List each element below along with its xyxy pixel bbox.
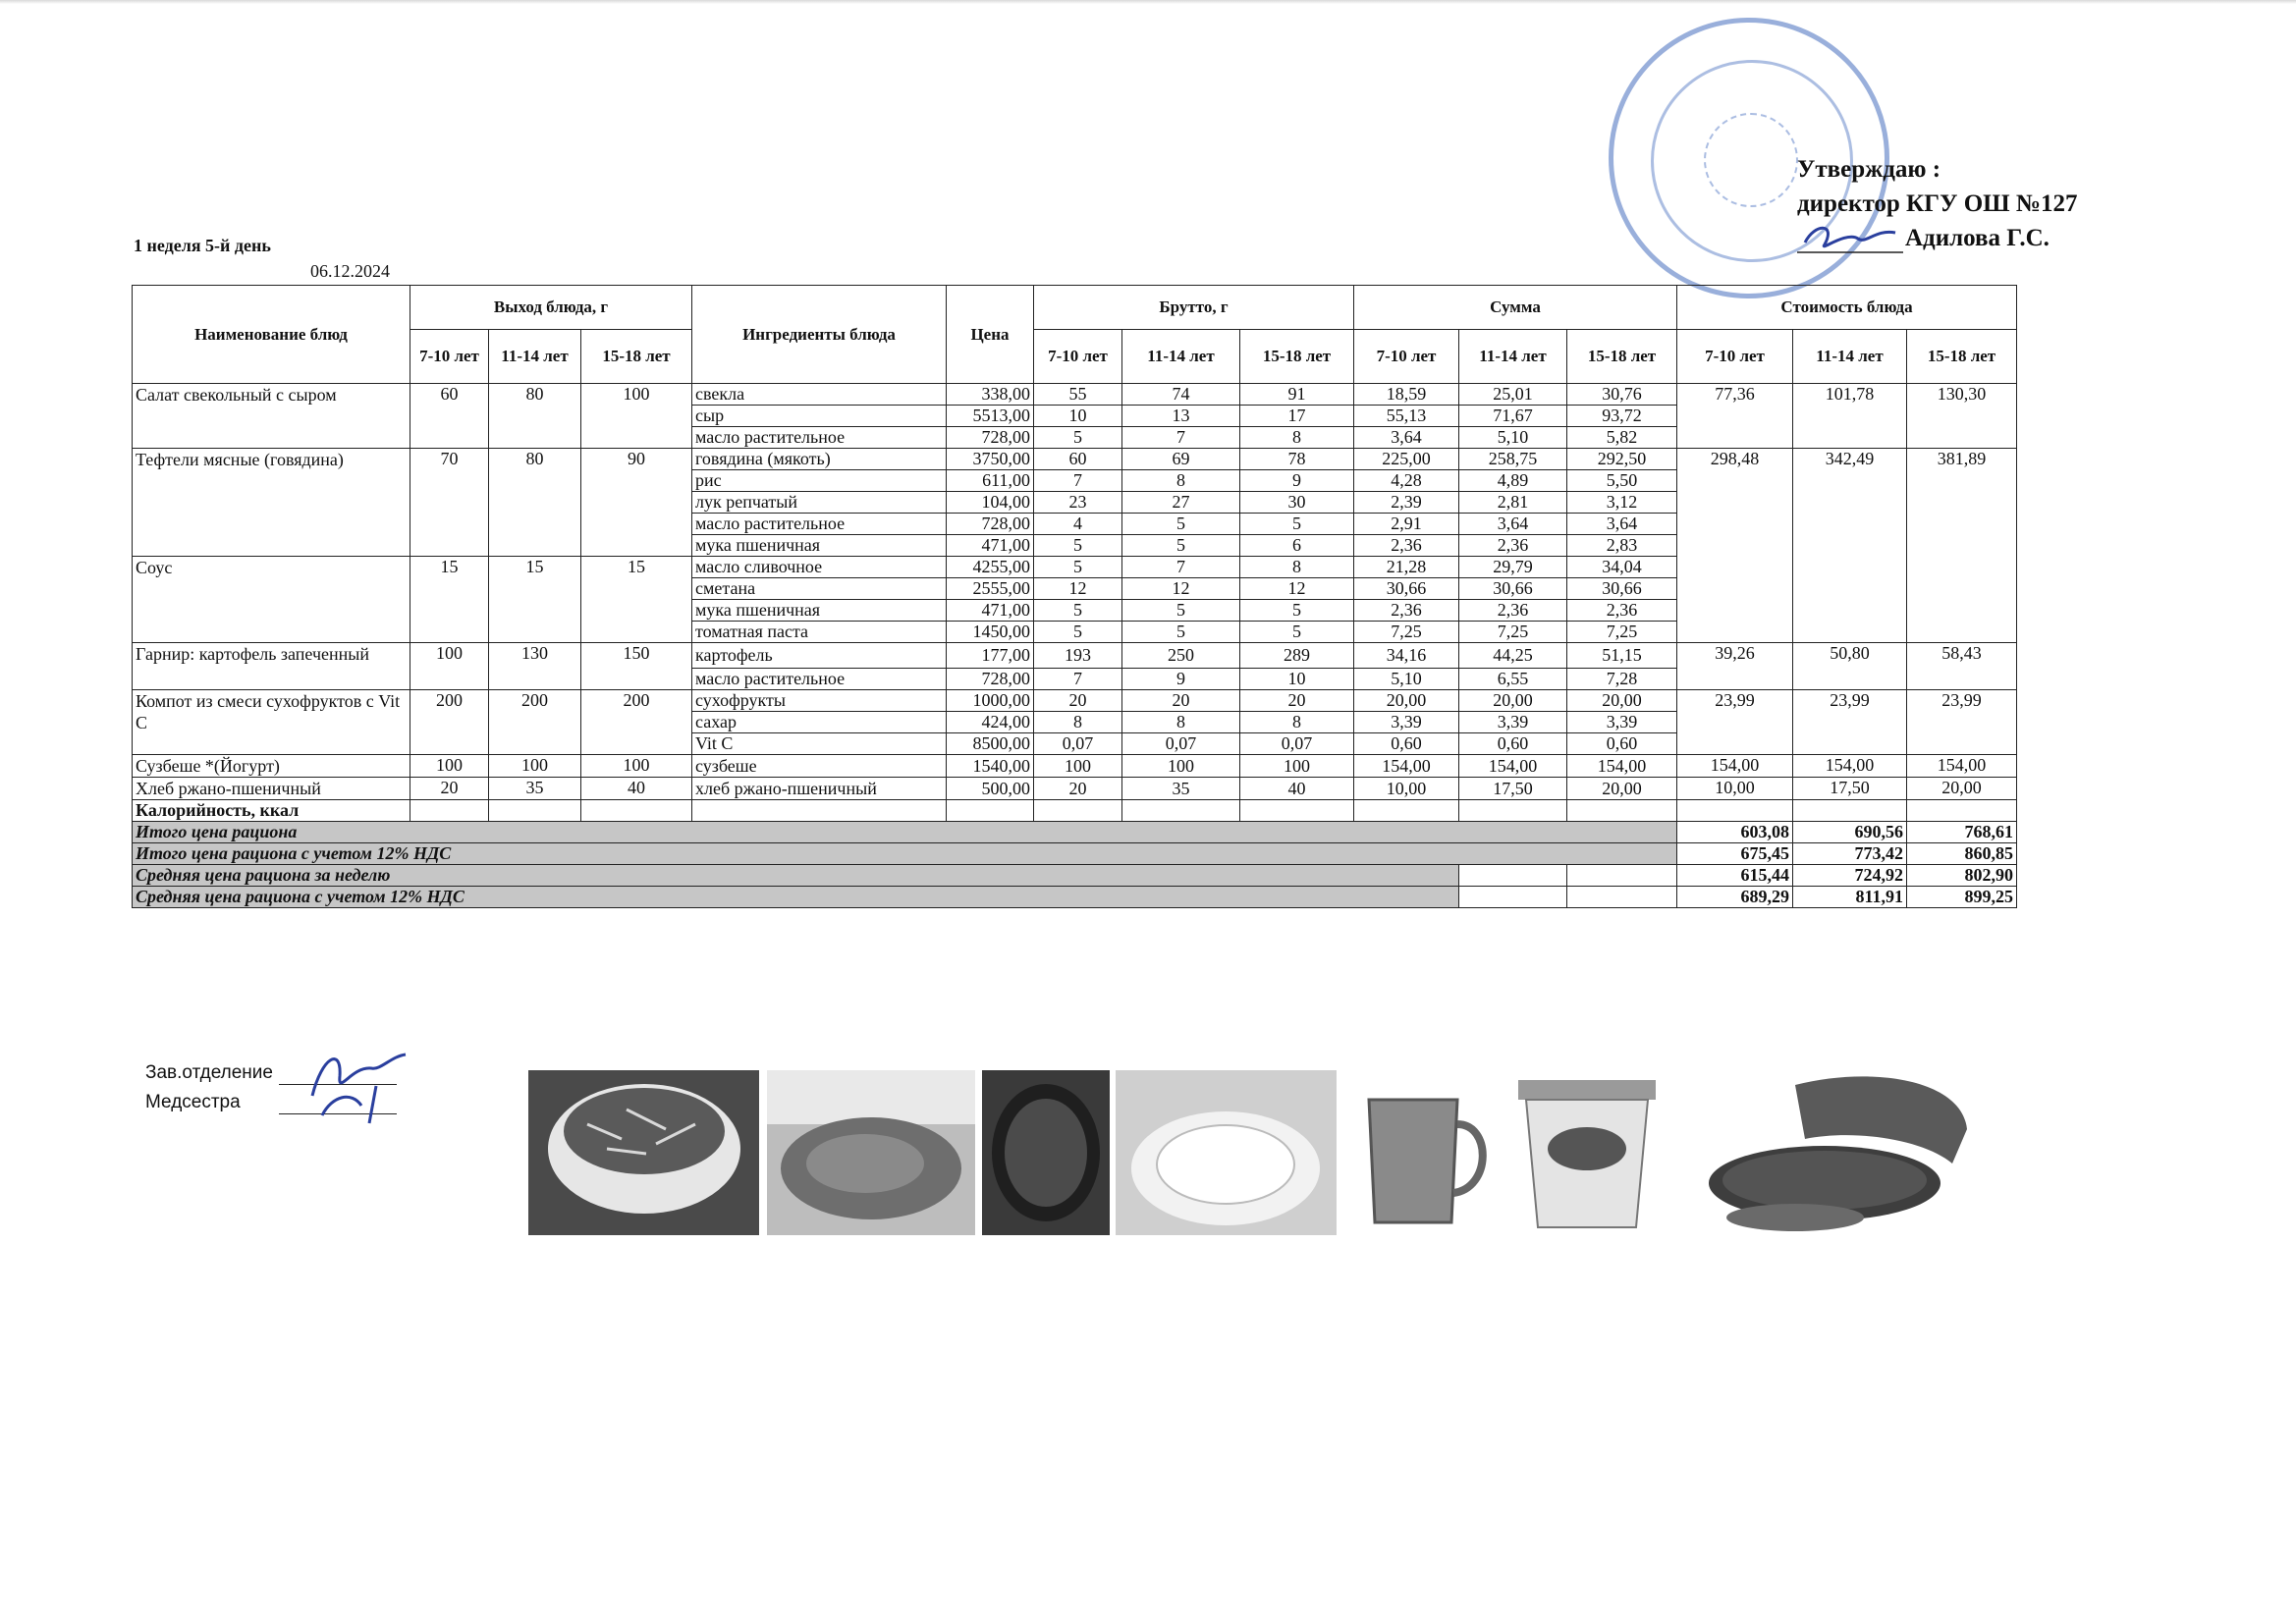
ingredient-sum: 3,12 [1567, 492, 1677, 514]
dish-cost: 154,00 [1793, 755, 1907, 778]
ingredient-price: 471,00 [947, 535, 1034, 557]
ingredient-price: 611,00 [947, 470, 1034, 492]
ingredient-name: лук репчатый [692, 492, 947, 514]
ingredient-sum: 154,00 [1459, 755, 1567, 778]
empty-cell [1459, 865, 1567, 887]
ingredient-name: масло растительное [692, 427, 947, 449]
ingredient-price: 104,00 [947, 492, 1034, 514]
dish-cost: 342,49 [1793, 449, 1907, 643]
dish-output: 100 [489, 755, 581, 778]
ingredient-brutto: 23 [1034, 492, 1122, 514]
dish-cost: 17,50 [1793, 778, 1907, 800]
ingredient-brutto: 27 [1122, 492, 1240, 514]
ingredient-brutto: 5 [1122, 535, 1240, 557]
ingredient-brutto: 193 [1034, 643, 1122, 669]
ingredient-sum: 17,50 [1459, 778, 1567, 800]
ingredient-brutto: 7 [1034, 470, 1122, 492]
total-label: Средняя цена рациона с учетом 12% НДС [133, 887, 1459, 908]
ingredient-sum: 20,00 [1459, 690, 1567, 712]
ingredient-price: 1540,00 [947, 755, 1034, 778]
age-header: 11-14 лет [489, 330, 581, 384]
ingredient-sum: 25,01 [1459, 384, 1567, 406]
dish-output: 15 [489, 557, 581, 643]
ingredient-brutto: 5 [1034, 622, 1122, 643]
empty-cell [1354, 800, 1459, 822]
col-sum: Сумма [1354, 286, 1677, 330]
ingredient-brutto: 5 [1240, 622, 1354, 643]
ingredient-sum: 20,00 [1354, 690, 1459, 712]
ingredient-brutto: 20 [1240, 690, 1354, 712]
dish-output: 200 [410, 690, 489, 755]
dish-output: 60 [410, 384, 489, 449]
ingredient-name: сметана [692, 578, 947, 600]
ingredient-price: 2555,00 [947, 578, 1034, 600]
ingredient-sum: 93,72 [1567, 406, 1677, 427]
ingredient-brutto: 0,07 [1122, 733, 1240, 755]
col-price: Цена [947, 286, 1034, 384]
total-value: 724,92 [1793, 865, 1907, 887]
ingredient-brutto: 35 [1122, 778, 1240, 800]
director-signature [1797, 221, 1905, 254]
ingredient-brutto: 69 [1122, 449, 1240, 470]
ingredient-sum: 3,39 [1354, 712, 1459, 733]
ingredient-sum: 3,64 [1567, 514, 1677, 535]
age-header: 11-14 лет [1459, 330, 1567, 384]
total-value: 899,25 [1907, 887, 2017, 908]
ingredient-brutto: 0,07 [1240, 733, 1354, 755]
ingredient-sum: 30,66 [1567, 578, 1677, 600]
empty-cell [692, 800, 947, 822]
age-header: 15-18 лет [1907, 330, 2017, 384]
ingredient-brutto: 10 [1034, 406, 1122, 427]
dish-output: 20 [410, 778, 489, 800]
empty-cell [1459, 800, 1567, 822]
dish-name: Сузбеше *(Йогурт) [133, 755, 410, 778]
ingredient-sum: 258,75 [1459, 449, 1567, 470]
ingredient-price: 5513,00 [947, 406, 1034, 427]
ingredient-sum: 5,82 [1567, 427, 1677, 449]
ingredient-brutto: 8 [1240, 427, 1354, 449]
ingredient-sum: 7,28 [1567, 669, 1677, 690]
dish-cost: 20,00 [1907, 778, 2017, 800]
total-value: 675,45 [1677, 843, 1793, 865]
ingredient-sum: 10,00 [1354, 778, 1459, 800]
total-row [133, 865, 2017, 887]
dish-name: Гарнир: картофель запеченный [133, 643, 410, 690]
empty-cell [1677, 800, 1793, 822]
ingredient-sum: 21,28 [1354, 557, 1459, 578]
dish-cost: 58,43 [1907, 643, 2017, 690]
total-value: 603,08 [1677, 822, 1793, 843]
empty-cell [1122, 800, 1240, 822]
ingredient-brutto: 5 [1122, 514, 1240, 535]
dish-cost: 298,48 [1677, 449, 1793, 643]
ingredient-sum: 30,66 [1354, 578, 1459, 600]
ingredient-brutto: 7 [1122, 557, 1240, 578]
dish-output: 200 [581, 690, 692, 755]
table-row [133, 690, 2017, 712]
dish-output: 100 [410, 755, 489, 778]
ingredient-name: сахар [692, 712, 947, 733]
ingredient-sum: 7,25 [1459, 622, 1567, 643]
nurse-label: Медсестра [145, 1092, 241, 1112]
ingredient-sum: 2,36 [1459, 600, 1567, 622]
ingredient-brutto: 100 [1240, 755, 1354, 778]
footer-signatures [145, 1058, 273, 1117]
empty-cell [1240, 800, 1354, 822]
age-header: 7-10 лет [1677, 330, 1793, 384]
ingredient-name: масло сливочное [692, 557, 947, 578]
rye-bread-photo [1677, 1070, 1972, 1235]
col-ingredients: Ингредиенты блюда [692, 286, 947, 384]
ingredient-brutto: 250 [1122, 643, 1240, 669]
scan-edge [0, 0, 2296, 4]
ingredient-brutto: 60 [1034, 449, 1122, 470]
ingredient-brutto: 20 [1034, 778, 1122, 800]
total-value: 773,42 [1793, 843, 1907, 865]
ingredient-name: хлеб ржано-пшеничный [692, 778, 947, 800]
approval-line-3: Адилова Г.С. [1905, 225, 2050, 251]
dish-cost: 50,80 [1793, 643, 1907, 690]
ingredient-name: сухофрукты [692, 690, 947, 712]
ingredient-price: 1000,00 [947, 690, 1034, 712]
ingredient-sum: 20,00 [1567, 778, 1677, 800]
ingredient-brutto: 74 [1122, 384, 1240, 406]
age-header: 7-10 лет [410, 330, 489, 384]
meatballs-photo [767, 1070, 975, 1235]
total-value: 689,29 [1677, 887, 1793, 908]
empty-cell [1567, 800, 1677, 822]
total-label: Средняя цена рациона за неделю [133, 865, 1459, 887]
total-value: 768,61 [1907, 822, 2017, 843]
ingredient-brutto: 7 [1122, 427, 1240, 449]
ingredient-brutto: 6 [1240, 535, 1354, 557]
dish-output: 40 [581, 778, 692, 800]
dish-output: 100 [410, 643, 489, 690]
ingredient-brutto: 5 [1122, 622, 1240, 643]
col-cost: Стоимость блюда [1677, 286, 2017, 330]
table-row [133, 449, 2017, 470]
ingredient-brutto: 7 [1034, 669, 1122, 690]
dish-cost: 77,36 [1677, 384, 1793, 449]
calories-row [133, 800, 2017, 822]
dish-cost: 154,00 [1907, 755, 2017, 778]
dish-name: Соус [133, 557, 410, 643]
ingredient-brutto: 289 [1240, 643, 1354, 669]
week-day-label: 1 неделя 5-й день [134, 236, 271, 255]
ingredient-sum: 55,13 [1354, 406, 1459, 427]
dish-name: Салат свекольный с сыром [133, 384, 410, 449]
ingredient-sum: 5,10 [1459, 427, 1567, 449]
ingredient-sum: 6,55 [1459, 669, 1567, 690]
ingredient-brutto: 55 [1034, 384, 1122, 406]
ingredient-sum: 2,91 [1354, 514, 1459, 535]
approval-block [1797, 152, 2077, 255]
ingredient-brutto: 5 [1034, 557, 1122, 578]
dish-output: 80 [489, 384, 581, 449]
dish-cost: 23,99 [1793, 690, 1907, 755]
age-header: 7-10 лет [1354, 330, 1459, 384]
age-header: 7-10 лет [1034, 330, 1122, 384]
table-row [133, 384, 2017, 406]
ingredient-brutto: 5 [1122, 600, 1240, 622]
ingredient-name: говядина (мякоть) [692, 449, 947, 470]
ingredient-name: мука пшеничная [692, 600, 947, 622]
ingredient-name: свекла [692, 384, 947, 406]
ingredient-sum: 3,39 [1567, 712, 1677, 733]
ingredient-price: 500,00 [947, 778, 1034, 800]
ingredient-price: 4255,00 [947, 557, 1034, 578]
total-value: 615,44 [1677, 865, 1793, 887]
ingredient-price: 1450,00 [947, 622, 1034, 643]
dish-cost: 101,78 [1793, 384, 1907, 449]
head-dept-label: Зав.отделение [145, 1062, 273, 1083]
table-row [133, 755, 2017, 778]
total-value: 802,90 [1907, 865, 2017, 887]
dish-name: Компот из смеси сухофруктов с Vit C [133, 690, 410, 755]
empty-cell [1793, 800, 1907, 822]
ingredient-sum: 2,36 [1459, 535, 1567, 557]
empty-cell [410, 800, 489, 822]
ingredient-sum: 7,25 [1567, 622, 1677, 643]
dish-output: 80 [489, 449, 581, 557]
empty-cell [1034, 800, 1122, 822]
ingredient-sum: 2,36 [1567, 600, 1677, 622]
dish-cost: 23,99 [1677, 690, 1793, 755]
empty-cell [1459, 887, 1567, 908]
ingredient-brutto: 78 [1240, 449, 1354, 470]
total-value: 811,91 [1793, 887, 1907, 908]
empty-cell [1567, 865, 1677, 887]
dish-cost: 381,89 [1907, 449, 2017, 643]
ingredient-name: сузбеше [692, 755, 947, 778]
ingredient-sum: 51,15 [1567, 643, 1677, 669]
ingredient-brutto: 8 [1122, 470, 1240, 492]
calories-label: Калорийность, ккал [133, 800, 410, 822]
ingredient-brutto: 8 [1034, 712, 1122, 733]
col-dish-name: Наименование блюд [133, 286, 410, 384]
ingredient-brutto: 40 [1240, 778, 1354, 800]
ingredient-brutto: 91 [1240, 384, 1354, 406]
ingredient-name: рис [692, 470, 947, 492]
total-row [133, 887, 2017, 908]
date-label: 06.12.2024 [310, 261, 390, 281]
ingredient-price: 424,00 [947, 712, 1034, 733]
ingredient-sum: 34,16 [1354, 643, 1459, 669]
total-row [133, 843, 2017, 865]
empty-cell [1567, 887, 1677, 908]
ingredient-sum: 0,60 [1354, 733, 1459, 755]
ingredient-price: 728,00 [947, 514, 1034, 535]
ingredient-brutto: 5 [1240, 600, 1354, 622]
ingredient-price: 728,00 [947, 427, 1034, 449]
menu-body [133, 384, 2017, 908]
ingredient-sum: 154,00 [1567, 755, 1677, 778]
ingredient-sum: 0,60 [1459, 733, 1567, 755]
ingredient-brutto: 10 [1240, 669, 1354, 690]
ingredient-brutto: 13 [1122, 406, 1240, 427]
ingredient-sum: 34,04 [1567, 557, 1677, 578]
age-header: 15-18 лет [581, 330, 692, 384]
total-value: 860,85 [1907, 843, 2017, 865]
ingredient-sum: 0,60 [1567, 733, 1677, 755]
total-label: Итого цена рациона [133, 822, 1677, 843]
ingredient-price: 338,00 [947, 384, 1034, 406]
ingredient-brutto: 0,07 [1034, 733, 1122, 755]
ingredient-sum: 292,50 [1567, 449, 1677, 470]
ingredient-name: томатная паста [692, 622, 947, 643]
ingredient-brutto: 5 [1034, 535, 1122, 557]
ingredient-brutto: 17 [1240, 406, 1354, 427]
ingredient-sum: 18,59 [1354, 384, 1459, 406]
ingredient-price: 8500,00 [947, 733, 1034, 755]
col-output: Выход блюда, г [410, 286, 692, 330]
dish-output: 35 [489, 778, 581, 800]
dish-output: 130 [489, 643, 581, 690]
ingredient-brutto: 12 [1034, 578, 1122, 600]
ingredient-brutto: 12 [1240, 578, 1354, 600]
table-row [133, 643, 2017, 669]
yogurt-cup-photo [1508, 1070, 1666, 1235]
empty-cell [1907, 800, 2017, 822]
dish-output: 90 [581, 449, 692, 557]
ingredient-sum: 3,64 [1459, 514, 1567, 535]
empty-cell [947, 800, 1034, 822]
sauce-photo [982, 1070, 1110, 1235]
ingredient-name: картофель [692, 643, 947, 669]
ingredient-sum: 4,28 [1354, 470, 1459, 492]
head-dept-signature [283, 1047, 410, 1125]
col-brutto: Брутто, г [1034, 286, 1354, 330]
ingredient-brutto: 30 [1240, 492, 1354, 514]
dish-output: 15 [410, 557, 489, 643]
ingredient-price: 177,00 [947, 643, 1034, 669]
ingredient-name: мука пшеничная [692, 535, 947, 557]
dish-output: 15 [581, 557, 692, 643]
ingredient-brutto: 9 [1122, 669, 1240, 690]
ingredient-price: 471,00 [947, 600, 1034, 622]
ingredient-brutto: 4 [1034, 514, 1122, 535]
age-header: 15-18 лет [1567, 330, 1677, 384]
food-photos [528, 1070, 1974, 1235]
dish-output: 100 [581, 755, 692, 778]
age-header: 11-14 лет [1122, 330, 1240, 384]
ingredient-sum: 4,89 [1459, 470, 1567, 492]
dish-output: 200 [489, 690, 581, 755]
baked-potato-photo [1116, 1070, 1337, 1235]
ingredient-name: Vit C [692, 733, 947, 755]
dish-name: Тефтели мясные (говядина) [133, 449, 410, 557]
dish-cost: 39,26 [1677, 643, 1793, 690]
total-row [133, 822, 2017, 843]
ingredient-brutto: 8 [1122, 712, 1240, 733]
dish-output: 100 [581, 384, 692, 449]
ingredient-name: масло растительное [692, 514, 947, 535]
ingredient-name: сыр [692, 406, 947, 427]
empty-cell [489, 800, 581, 822]
ingredient-sum: 2,39 [1354, 492, 1459, 514]
ingredient-sum: 2,83 [1567, 535, 1677, 557]
ingredient-sum: 3,39 [1459, 712, 1567, 733]
ingredient-brutto: 5 [1034, 600, 1122, 622]
ingredient-sum: 29,79 [1459, 557, 1567, 578]
ingredient-sum: 2,36 [1354, 535, 1459, 557]
age-header: 15-18 лет [1240, 330, 1354, 384]
dish-cost: 23,99 [1907, 690, 2017, 755]
compote-glass-photo [1349, 1070, 1497, 1235]
dish-output: 150 [581, 643, 692, 690]
dish-cost: 10,00 [1677, 778, 1793, 800]
ingredient-sum: 20,00 [1567, 690, 1677, 712]
ingredient-brutto: 100 [1034, 755, 1122, 778]
ingredient-sum: 5,10 [1354, 669, 1459, 690]
ingredient-sum: 225,00 [1354, 449, 1459, 470]
dish-cost: 154,00 [1677, 755, 1793, 778]
ingredient-brutto: 100 [1122, 755, 1240, 778]
ingredient-brutto: 5 [1034, 427, 1122, 449]
ingredient-sum: 71,67 [1459, 406, 1567, 427]
ingredient-sum: 30,66 [1459, 578, 1567, 600]
total-value: 690,56 [1793, 822, 1907, 843]
ingredient-brutto: 20 [1122, 690, 1240, 712]
ingredient-sum: 5,50 [1567, 470, 1677, 492]
ingredient-brutto: 12 [1122, 578, 1240, 600]
empty-cell [581, 800, 692, 822]
ingredient-brutto: 8 [1240, 712, 1354, 733]
table-row [133, 778, 2017, 800]
menu-table [132, 285, 2017, 908]
ingredient-sum: 30,76 [1567, 384, 1677, 406]
ingredient-brutto: 5 [1240, 514, 1354, 535]
ingredient-sum: 3,64 [1354, 427, 1459, 449]
dish-name: Хлеб ржано-пшеничный [133, 778, 410, 800]
age-header: 11-14 лет [1793, 330, 1907, 384]
ingredient-price: 3750,00 [947, 449, 1034, 470]
ingredient-sum: 154,00 [1354, 755, 1459, 778]
beet-salad-photo [528, 1070, 759, 1235]
ingredient-sum: 2,36 [1354, 600, 1459, 622]
dish-output: 70 [410, 449, 489, 557]
ingredient-sum: 2,81 [1459, 492, 1567, 514]
dish-cost: 130,30 [1907, 384, 2017, 449]
ingredient-sum: 44,25 [1459, 643, 1567, 669]
ingredient-brutto: 9 [1240, 470, 1354, 492]
ingredient-sum: 7,25 [1354, 622, 1459, 643]
ingredient-name: масло растительное [692, 669, 947, 690]
approval-line-2: директор КГУ ОШ №127 [1797, 190, 2078, 217]
ingredient-price: 728,00 [947, 669, 1034, 690]
ingredient-brutto: 8 [1240, 557, 1354, 578]
total-label: Итого цена рациона с учетом 12% НДС [133, 843, 1677, 865]
ingredient-brutto: 20 [1034, 690, 1122, 712]
approval-line-1: Утверждаю : [1797, 156, 1941, 183]
